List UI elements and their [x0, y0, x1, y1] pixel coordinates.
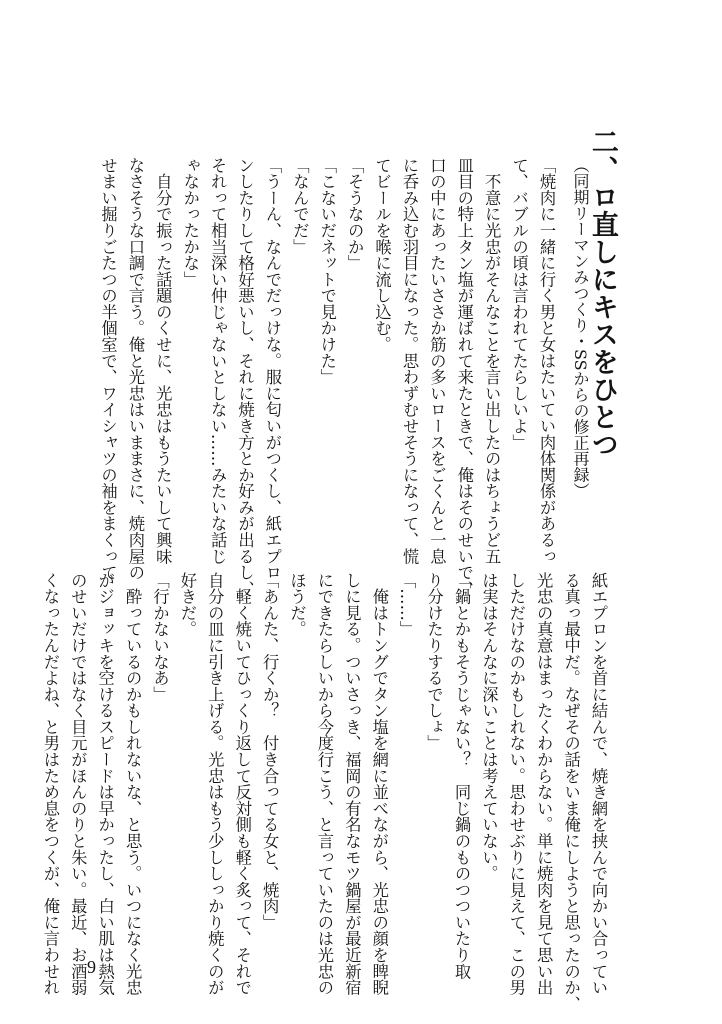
text-line: しに見る。ついさっき、福岡の有名なモツ鍋屋が最近新宿	[342, 572, 362, 996]
text-line: せまい掘りごたつの半個室で、ワイシャツの袖をまくって	[98, 157, 118, 581]
text-line: 「行かないなあ」	[150, 572, 170, 703]
text-line: がジョッキを空けるスピードは早かったし、白い肌は熱気	[95, 572, 115, 996]
text-line: 酔っているのかもしれないな、と思う。いつになく光忠	[123, 572, 143, 996]
text-line: なさそうな口調で言う。俺と光忠はいままさに、焼肉屋の	[125, 157, 145, 581]
text-line: 自分で振った話題のくせに、光忠はもうたいして興味	[153, 157, 173, 565]
text-line: 「あんた、行くか？ 付き合ってる女と、焼肉」	[260, 572, 280, 931]
page-number: 9	[87, 957, 96, 977]
text-line: ほうだ。	[287, 572, 307, 638]
text-line: 「……」	[397, 572, 417, 638]
text-line: 「焼肉に一緒に行く男と女はたいてい肉体関係があるっ	[537, 157, 556, 565]
text-line: る真っ最中だ。なぜその話をいま俺にしようと思ったのか、	[561, 572, 581, 1012]
chapter-subtitle: （同期リーマンみつくり・SSからの修正再録）	[571, 157, 590, 499]
chapter-title: 二、ロ直しにキスをひとつ	[586, 128, 618, 458]
text-line: て、バブルの頃は言われてたらしいよ」	[509, 157, 529, 451]
text-line: 「こないだネットで見かけた」	[317, 157, 337, 386]
text-line: 俺はトングでタン塩を網に並べながら、光忠の顔を睥睨	[369, 572, 389, 996]
text-line: に呑み込む羽目になった。思わずむせそうになって、慌	[399, 157, 419, 565]
text-line: それって相当深い仲じゃないとしない……みたいな話じ	[208, 157, 228, 565]
upper-text-block	[40, 157, 560, 597]
text-line: くなったんだよね、と男はため息をつくが、俺に言わせれ	[40, 572, 60, 996]
text-line: 自分の皿に引き上げる。光忠はもう少ししっかり焼くのが	[205, 572, 225, 996]
text-line: ゃなかったかな」	[180, 157, 200, 288]
text-line: 不意に光忠がそんなことを言い出したのはちょうど五	[482, 157, 502, 565]
text-line: てビールを喉に流し込む。	[372, 157, 392, 353]
text-line: しただけなのかもしれない。思わせぶりに見えて、この男	[506, 572, 526, 996]
text-line: 好きだ。	[177, 572, 197, 638]
text-line: ンしたりして格好悪いし、それに焼き方とか好みが出るし、	[235, 157, 255, 597]
text-line: 口の中にあったいささか筋の多いロースをごくんと一息	[427, 157, 447, 565]
text-line: は実はそんなに深いことは考えていない。	[479, 572, 499, 882]
lower-text-block	[40, 572, 612, 1012]
text-line: にできたらしいから今度行こう、と言っていたのは光忠の	[314, 572, 334, 996]
text-line: 皿目の特上タン塩が運ばれて来たときで、俺はそのせいで、	[454, 157, 474, 597]
text-line: 「なんでだ」	[290, 157, 310, 255]
text-line: のせいだけではなく目元がほんのりと朱い。最近、お酒弱	[68, 572, 88, 996]
text-line: 「そうなのか」	[345, 157, 365, 272]
text-line: 「鍋とかもそうじゃない？ 同じ鍋のものつついたり取	[451, 572, 471, 980]
text-line: 軽く焼いてひっくり返して反対側も軽く炙って、それで	[232, 572, 252, 996]
text-line: 光忠の真意はまったくわからない。単に焼肉を見て思い出	[534, 572, 554, 996]
text-line: 紙エプロンを首に結んで、焼き網を挟んで向かい合ってい	[589, 572, 608, 996]
text-line: 「うーん、なんでだっけな。服に匂いがつくし、紙エプロ	[262, 157, 282, 581]
text-line: り分けたりするでしょ」	[424, 572, 444, 752]
